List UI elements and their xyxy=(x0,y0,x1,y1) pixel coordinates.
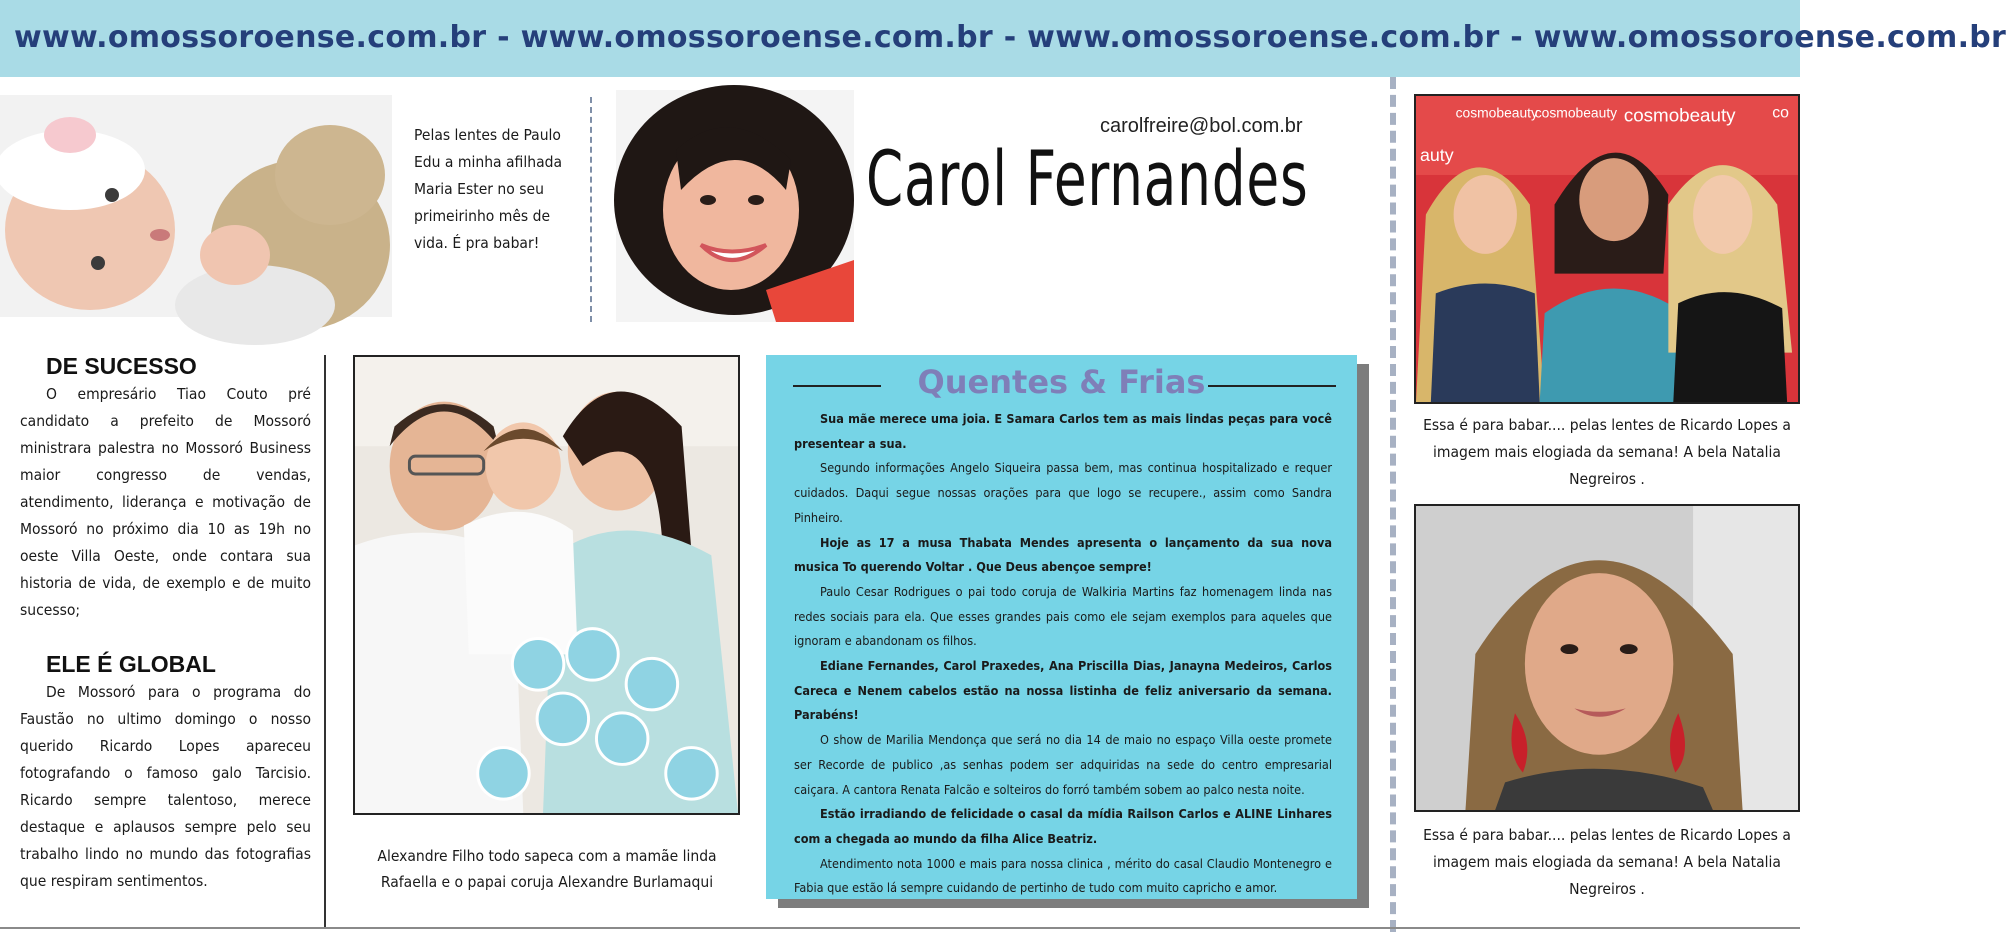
column-rule xyxy=(324,355,326,927)
header-banner xyxy=(0,0,2006,77)
portrait-caption: Essa é para babar.... pelas lentes de Ricardo Lopes a imagem mais elogiada da semana! A bela Natalia Negreiros . xyxy=(1423,826,1791,898)
baby-caption: Pelas lentes de Paulo Edu a minha afilhada Maria Ester no seu primeirinho mês de vida. É pra babar! xyxy=(414,126,563,252)
event-photo xyxy=(1414,94,1800,404)
site-url-banner[interactable]: www.omossoroense.com.br - www.omossoroense.com.br - www.omossoroense.com.br - www.omossoroense.com.br xyxy=(14,20,2006,55)
ele-e-global-text: De Mossoró para o programa do Faustão no ultimo domingo o nosso querido Ricardo Lopes apareceu fotografando o famoso galo Tarcisio. Ricardo sempre talentoso, merece destaque e aplausos sempre pelo seu trabalho lindo no mundo das fotografias que respiram sentimentos. xyxy=(20,683,311,890)
divider-dashed xyxy=(590,97,592,322)
de-sucesso-title: DE SUCESSO xyxy=(46,353,197,379)
baby-photo xyxy=(0,95,392,317)
quentes-frias-body xyxy=(794,407,1332,901)
qf-paragraph: Segundo informações Angelo Siqueira passa bem, mas continua hospitalizado e requer cuidados. Daqui segue nossas orações para que logo se recupere., assim como Sandra Pinheiro. xyxy=(794,460,1332,525)
backdrop-logo: cosmobeauty xyxy=(1455,104,1538,121)
family-caption: Alexandre Filho todo sapeca com a mamãe linda Rafaella e o papai coruja Alexandre Burlamaqui xyxy=(377,847,717,891)
backdrop-logo: auty xyxy=(1419,145,1454,166)
portrait-photo xyxy=(1414,504,1800,812)
backdrop-logo: co xyxy=(1772,104,1789,122)
de-sucesso-text: O empresário Tiao Couto pré candidato a prefeito de Mossoró ministrara palestra no Mossoró Business maior congresso de vendas, atendimento, liderança e motivação de Mossoró no próximo dia 10 as 19h no oeste Villa Oeste, onde contara sua historia de vida, de exemplo e de muito sucesso; xyxy=(20,385,311,619)
ele-e-global-title: ELE É GLOBAL xyxy=(46,651,216,677)
qf-paragraph: Ediane Fernandes, Carol Praxedes, Ana Priscilla Dias, Janayna Medeiros, Carlos Careca e Nenem cabelos estão na nossa listinha de feliz aniversario da semana. Parabéns! xyxy=(794,658,1332,723)
quentes-frias-title: Quentes & Frias xyxy=(917,363,1206,401)
family-photo xyxy=(353,355,740,815)
event-caption: Essa é para babar.... pelas lentes de Ricardo Lopes a imagem mais elogiada da semana! A bela Natalia Negreiros . xyxy=(1423,416,1791,488)
qf-paragraph: Paulo Cesar Rodrigues o pai todo coruja de Walkiria Martins faz homenagem linda nas redes sociais para ela. Que esses grandes pais como ele sejam exemplos para aqueles que ignoram e abandonam os filhos. xyxy=(794,583,1332,649)
qf-paragraph: Sua mãe merece uma joia. E Samara Carlos tem as mais lindas peças para você presentear a sua. xyxy=(794,411,1332,451)
page-divider-dashed xyxy=(1390,77,1396,932)
qf-paragraph: Hoje as 17 a musa Thabata Mendes apresenta o lançamento da sua nova musica To querendo Voltar . Que Deus abençoe sempre! xyxy=(794,534,1332,575)
quentes-frias-box xyxy=(766,355,1357,899)
qf-paragraph: Estão irradiando de felicidade o casal da mídia Railson Carlos e ALINE Linhares com a chegada ao mundo da filha Alice Beatriz. xyxy=(794,806,1332,846)
columnist-name: Carol Fernandes xyxy=(866,134,1309,223)
qf-paragraph: Atendimento nota 1000 e mais para nossa clinica , mérito do casal Claudio Montenegro e Fabia que estão lá sempre cuidando de pertinho de tudo com muito capricho e amor. xyxy=(794,855,1332,896)
columnist-photo xyxy=(616,90,854,322)
qf-paragraph: O show de Marilia Mendonça que será no dia 14 de maio no espaço Villa oeste promete ser Recorde de publico ,as senhas podem ser adquiridas na sede do centro empresarial caiçara. A cantora Renata Falcão e solteiros do forró também sobem ao palco nesta noite. xyxy=(794,732,1332,797)
columnist-email[interactable]: carolfreire@bol.com.br xyxy=(1100,115,1303,137)
bottom-rule xyxy=(0,927,1800,929)
backdrop-logo: cosmobeauty xyxy=(1534,104,1618,121)
backdrop-logo: cosmobeauty xyxy=(1623,104,1736,126)
